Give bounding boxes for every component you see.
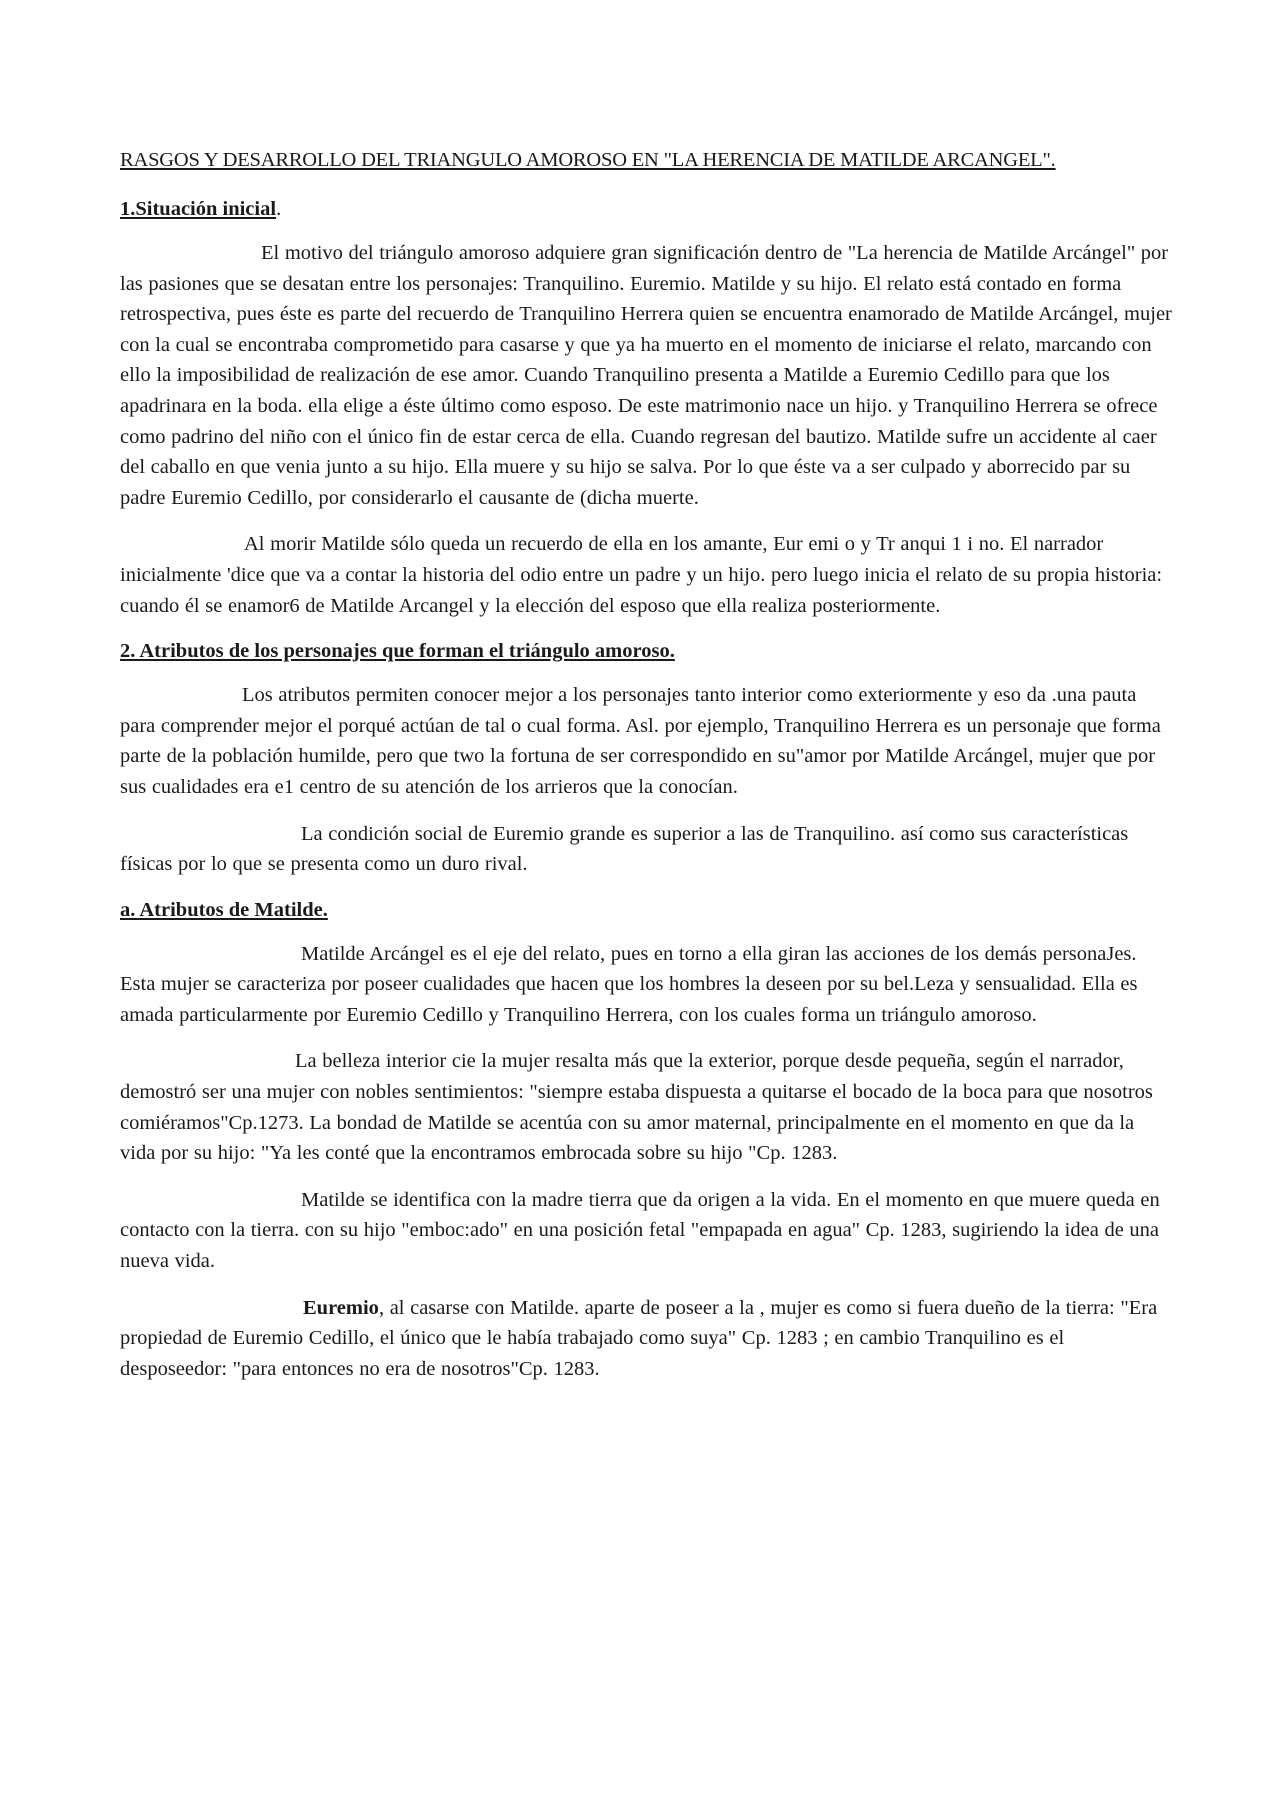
- section-1-paragraph-2: Al morir Matilde sólo queda un recuerdo de ella en los amante, Eur emi o y Tr anqui 1 i no. El narrador inicialmente 'dice que va a contar la historia del odio entre un padre y un hijo. pero luego inicia el relato de su propia historia: cuando él se enamor6 de Matilde Arcangel y la elección del esposo que ella realiza posteriormente.: [120, 533, 1163, 617]
- section-a-paragraph-2: La belleza interior cie la mujer resalta más que la exterior, porque desde pequeña, según el narrador, demostró ser una mujer con nobles sentimientos: "siempre estaba dispuesta a quitarse el bocado de la boca para que nosotros comiéramos"Cp.1273. La bondad de Matilde se acentúa con su amor maternal, principalmente en el momento en que da la vida por su hijo: "Ya les conté que la encontramos embrocada sobre su hijo "Cp. 1283.: [120, 1050, 1153, 1165]
- section-1-heading-text: 1.Situación inicial: [120, 198, 277, 220]
- section-2-paragraph-2: La condición social de Euremio grande es superior a las de Tranquilino. así como sus características físicas por lo que se presenta como un duro rival.: [120, 822, 1129, 876]
- section-a-heading: [120, 896, 1175, 925]
- section-1-paragraph-1: El motivo del triángulo amoroso adquiere gran significación dentro de "La herencia de Matilde Arcángel" por las pasiones que se desatan entre los personajes: Tranquilino. Euremio. Matilde y su hijo. El relato está contado en forma retrospectiva, pues éste es parte del recuerdo de Tranquilino Herrera quien se encuentra enamorado de Matilde Arcángel, mujer con la cual se encontraba comprometido para casarse y que ya ha muerto en el momento de iniciarse el relato, marcando con ello la imposibilidad de realización de ese amor. Cuando Tranquilino presenta a Matilde a Euremio Cedillo para que los apadrinara en la boda. ella elige a éste último como esposo. De este matrimonio nace un hijo. y Tranquilino Herrera se ofrece como padrino del niño con el único fin de estar cerca de ella. Cuando regresan del bautizo. Matilde sufre un accidente al caer del caballo en que venia junto a su hijo. Ella muere y su hijo se salva. Por lo que éste va a ser culpado y aborrecido par su padre Euremio Cedillo, por considerarlo el causante de (dicha muerte.: [120, 242, 1172, 509]
- section-a-paragraph-1: Matilde Arcángel es el eje del relato, pues en torno a ella giran las acciones de los demás personaJes. Esta mujer se caracteriza por poseer cualidades que hacen que los hombres la deseen por su bel.Leza y sensualidad. Ella es amada particularmente por Euremio Cedillo y Tranquilino Herrera, con los cuales forma un triángulo amoroso.: [120, 942, 1138, 1026]
- euremio-bold: Euremio: [303, 1296, 379, 1319]
- section-a-paragraph-3: Matilde se identifica con la madre tierra que da origen a la vida. En el momento en que muere queda en contacto con la tierra. con su hijo "emboc:ado" en una posición fetal "empapada en agua" Cp. 1283, sugiriendo la idea de una nueva vida.: [120, 1188, 1160, 1273]
- section-2-paragraph-1: Los atributos permiten conocer mejor a los personajes tanto interior como exteriormente y eso da .una pauta para comprender mejor el porqué actúan de tal o cual forma. Asl. por ejemplo, Tranquilino Herrera es un personaje que forma parte de la población humilde, pero que two la fortuna de ser correspondido en su"amor por Matilde Arcángel, mujer que por sus cualidades era e1 centro de su atención de los arrieros que la conocían.: [120, 684, 1161, 798]
- section-2-heading: [120, 637, 1175, 666]
- section-a-paragraph-4-text: , al casarse con Matilde. aparte de poseer a la , mujer es como si fuera dueño de la tierra: "Era propiedad de Euremio Cedillo, el único que le había trabajado como suya" Cp. 1283 ; en cambio Tranquilino es el desposeedor: "para entonces no era de nosotros"Cp. 1283.: [120, 1296, 1158, 1380]
- section-a-heading-text: a. Atributos de Matilde.: [120, 898, 328, 921]
- document-title: RASGOS Y DESARROLLO DEL TRIANGULO AMOROSO EN "LA HERENCIA DE MATILDE ARCANGEL".: [120, 149, 1056, 171]
- section-a-paragraph-4: [120, 1293, 1175, 1385]
- section-1-heading-suffix: .: [276, 198, 282, 220]
- section-2-heading-text: 2. Atributos de los personajes que forman el triángulo amoroso.: [120, 640, 675, 663]
- section-1-heading: [120, 195, 1175, 224]
